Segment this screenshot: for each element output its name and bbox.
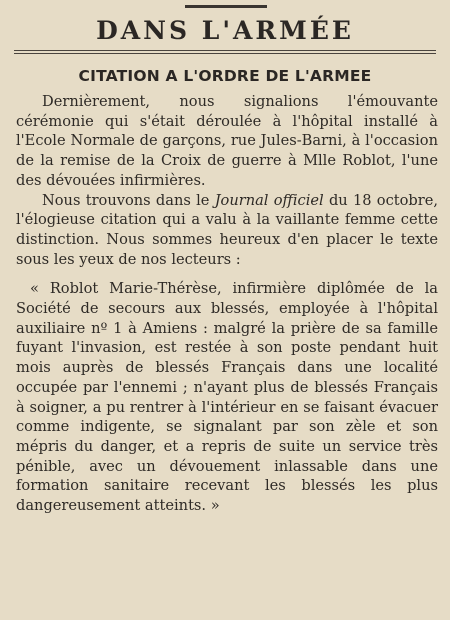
top-rule	[185, 5, 267, 8]
section-divider	[14, 50, 436, 54]
paragraph-2-text-before: Nous trouvons dans le	[42, 191, 215, 209]
paragraph-2-text-after: du 18 octobre, l'élogieuse citation qui a valu à la vaillante femme cette distinction. Nous sommes heureux d'en placer le texte sous les yeux de nos lecteurs :	[16, 191, 438, 268]
journal-officiel-reference: Journal officiel	[214, 191, 324, 209]
paragraph-2	[16, 191, 438, 270]
paragraph-1: Dernièrement, nous signalions l'émouvante cérémonie qui s'était déroulée à l'hôpital installé à l'Ecole Normale de garçons, rue Jules-Barni, à l'occasion de la remise de la Croix de guerre à Mlle Roblot, l'une des dévouées infirmières.	[16, 93, 438, 189]
article-title: CITATION A L'ORDRE DE L'ARMEE	[78, 67, 372, 85]
citation-quote: « Roblot Marie-Thérèse, infirmière diplômée de la Société de secours aux blessés, employée à l'hôpital auxiliaire nº 1 à Amiens : malgré la prière de sa famille fuyant l'invasion, est restée à son poste pendant huit mois auprès de blessés Français dans une localité occupée par l'ennemi ; n'ayant plus de blessés Français à soigner, a pu rentrer à l'intérieur en se faisant évacuer comme indigente, se signalant par son zèle et son mépris du danger, et a repris de suite un service très pénible, avec un dévouement inlassable dans une formation sanitaire recevant les blessés les plus dangereusement atteints. »	[16, 280, 438, 515]
article-body	[16, 92, 438, 516]
section-title: DANS L'ARMÉE	[96, 16, 354, 45]
